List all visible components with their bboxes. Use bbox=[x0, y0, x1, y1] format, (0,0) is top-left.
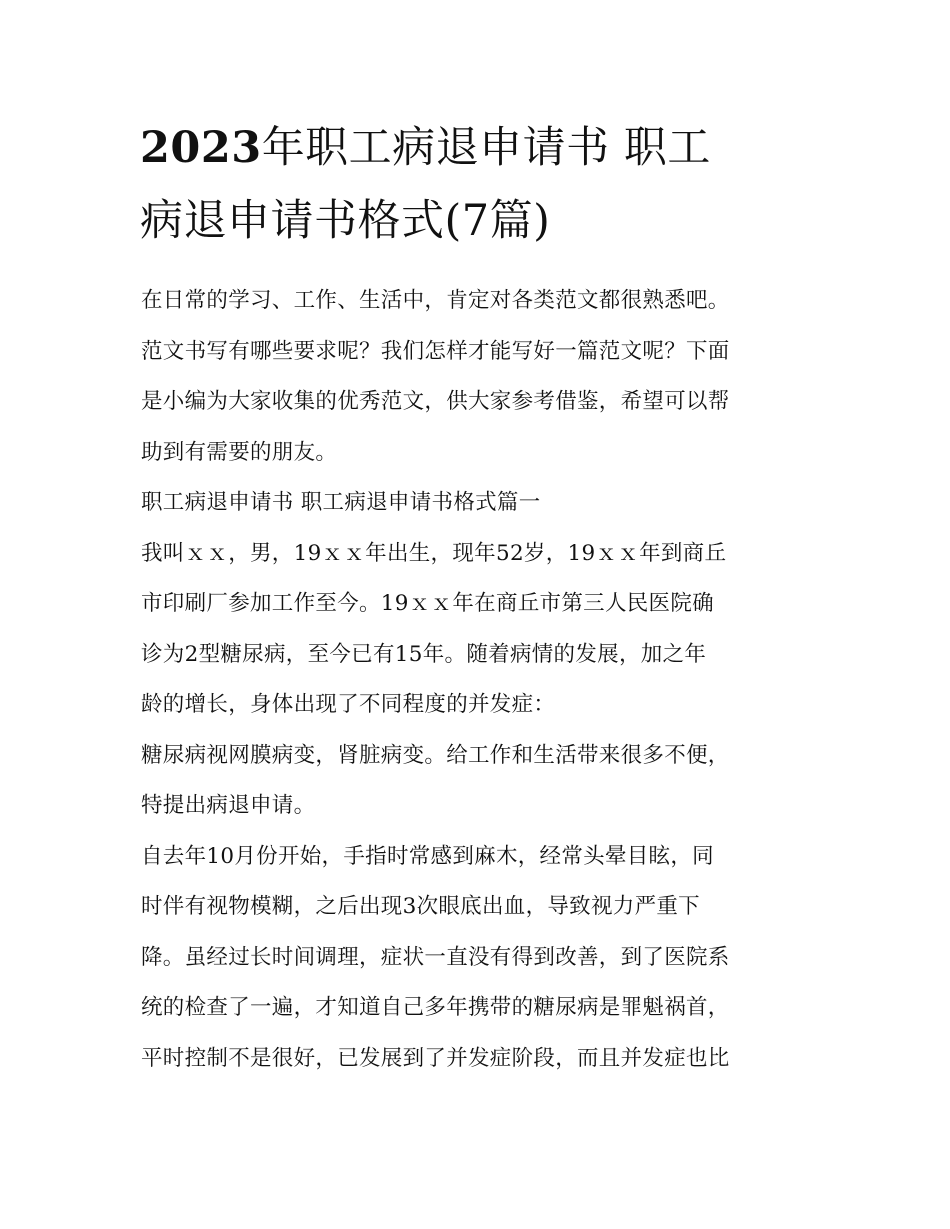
body-line: 平时控制不是很好，已发展到了并发症阶段，而且并发症也比 bbox=[141, 1045, 730, 1071]
document-title bbox=[140, 112, 820, 258]
body-line: 范文书写有哪些要求呢？我们怎样才能写好一篇范文呢？下面 bbox=[141, 338, 730, 364]
title-line-2 bbox=[140, 185, 820, 258]
body-line: 自去年10月份开始，手指时常感到麻木，经常头晕目眩，同 bbox=[141, 843, 714, 869]
body-line: 我叫ｘｘ，男，19ｘｘ年出生，现年52岁，19ｘｘ年到商丘 bbox=[141, 540, 727, 566]
body-line: 特提出病退申请。 bbox=[141, 793, 316, 818]
document-body bbox=[141, 276, 831, 1084]
body-line: 助到有需要的朋友。 bbox=[141, 439, 338, 465]
title-line-1 bbox=[140, 112, 820, 185]
body-line: 时伴有视物模糊，之后出现3次眼底出血，导致视力严重下 bbox=[141, 894, 700, 919]
body-line: 在日常的学习、工作、生活中，肯定对各类范文都很熟悉吧。 bbox=[141, 288, 730, 313]
body-line: 是小编为大家收集的优秀范文，供大家参考借鉴，希望可以帮 bbox=[141, 389, 730, 414]
title-line-2-text: 病退申请书格式(7篇) bbox=[140, 196, 551, 246]
body-line: 糖尿病视网膜病变，肾脏病变。给工作和生活带来很多不便， bbox=[141, 742, 730, 768]
title-year: 2023 bbox=[140, 123, 262, 173]
body-line: 市印刷厂参加工作至今。19ｘｘ年在商丘市第三人民医院确 bbox=[141, 591, 714, 616]
title-line-1-text: 年职工病退申请书 职工 bbox=[261, 123, 711, 173]
body-line: 诊为2型糖尿病，至今已有15年。随着病情的发展，加之年 bbox=[141, 641, 707, 667]
body-line: 降。虽经过长时间调理，症状一直没有得到改善，到了医院系 bbox=[141, 944, 730, 970]
body-line: 统的检查了一遍，才知道自己多年携带的糖尿病是罪魁祸首， bbox=[141, 995, 730, 1020]
body-line: 龄的增长，身体出现了不同程度的并发症： bbox=[141, 692, 556, 717]
section-heading: 职工病退申请书 职工病退申请书格式篇一 bbox=[141, 490, 541, 515]
